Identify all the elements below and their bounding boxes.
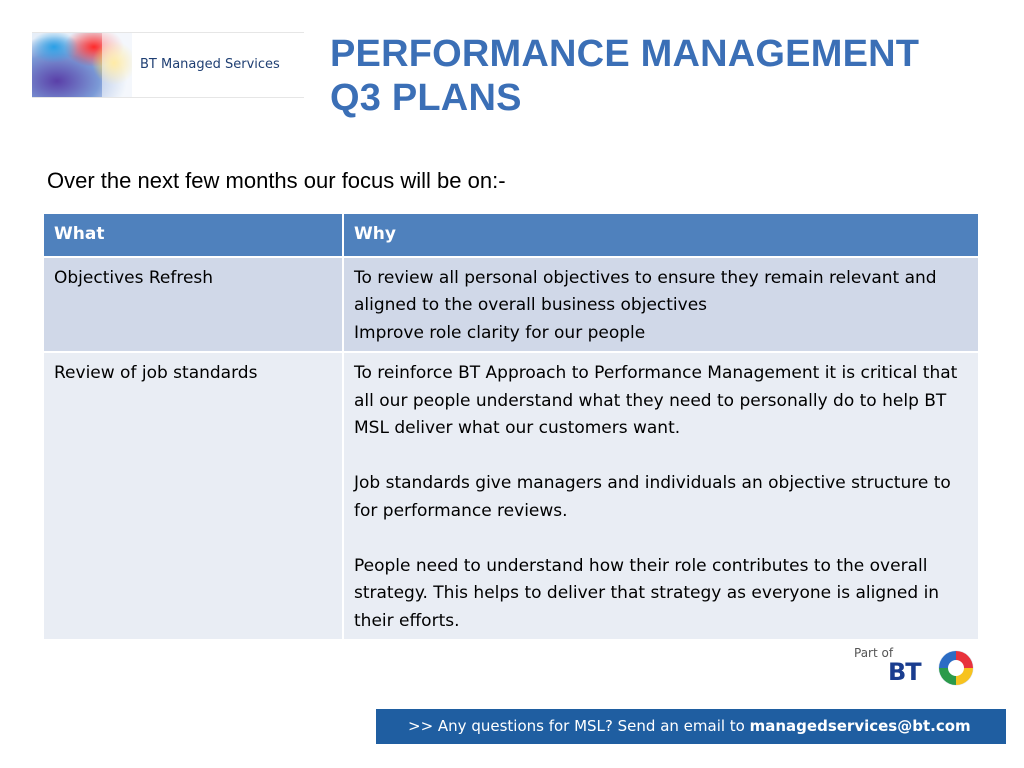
page-title [330,32,980,120]
what-cell: Review of job standards [44,352,343,640]
why-cell [343,257,979,353]
paragraph-spacer [354,443,968,471]
why-cell [343,352,979,640]
column-header-what: What [44,214,343,257]
logo-company-name: BT Managed Services [140,57,280,72]
contact-footer-bar [376,709,1006,744]
table-header-row [44,214,979,257]
bt-brand-text: BT [888,658,921,686]
column-header-why: Why [343,214,979,257]
part-of-bt-logo [852,644,976,692]
why-paragraph: People need to understand how their role contributes to the overall strategy. This helps to deliver that strategy as everyone is aligned in their efforts. [354,555,940,631]
paragraph-spacer [354,525,968,553]
focus-table [44,214,980,641]
what-cell: Objectives Refresh [44,257,343,353]
bt-globe-icon [936,648,976,688]
page-title-line-2: Q3 PLANS [330,77,522,119]
why-paragraph: To reinforce BT Approach to Performance Management it is critical that all our people understand what they need to personally do to help BT MSL deliver what our customers want. [354,363,958,438]
page-title-line-1: PERFORMANCE MANAGEMENT [330,33,920,75]
footer-prefix-text: >> Any questions for MSL? Send an email to [408,717,750,735]
why-paragraph: To review all personal objectives to ensure they remain relevant and aligned to the overall business objectives [354,267,937,315]
footer-email-link[interactable]: managedservices@bt.com [749,717,971,735]
why-paragraph: Improve role clarity for our people [354,322,646,343]
bt-managed-services-logo [32,32,304,98]
table-row [44,257,979,353]
part-of-label: Part of [854,646,894,660]
why-paragraph: Job standards give managers and individuals an objective structure to for performance reviews. [354,473,951,521]
table-row [44,352,979,640]
intro-text: Over the next few months our focus will be on:- [47,168,506,193]
bt-globe-logo-art [32,33,132,97]
